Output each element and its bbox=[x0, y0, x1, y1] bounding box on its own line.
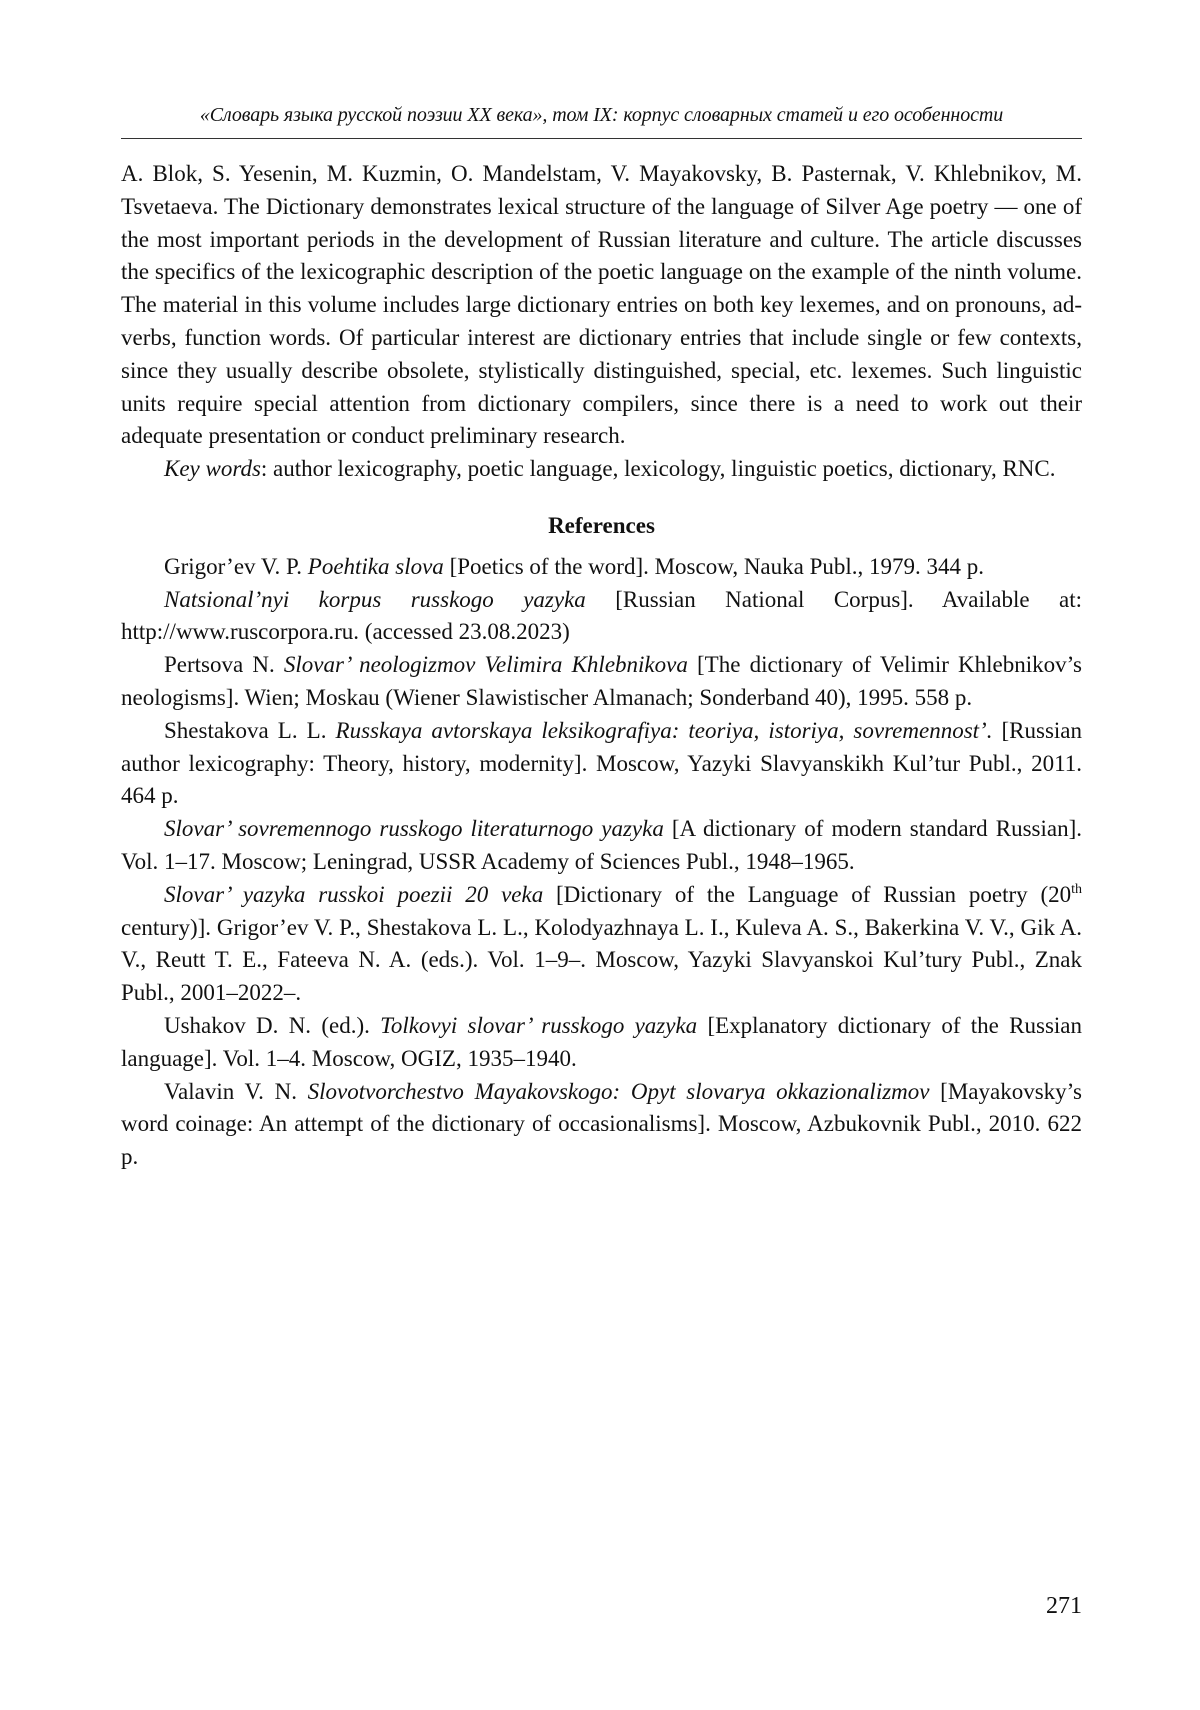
reference-title: Russkaya avtorskaya leksikografiya: teoriya, istoriya, sovremennost’. bbox=[335, 717, 993, 743]
abstract-paragraph: A. Blok, S. Yesenin, M. Kuzmin, O. Mandelstam, V. Mayakovsky, B. Pasternak, V. Khlebnikov, M. Tsvetaeva. The Dictionary demonstrates lexical structure of the language of Silver Age poetry — one of the most important periods in the development of Russian literature and culture. The article discusses the specifics of the lexicographic description of the poetic language on the example of the ninth volume. The material in this volume includes large dictionary entries on both key lexemes, and on pronouns, adverbs, function words. Of particular interest are dictionary entries that include single or few contexts, since they usually describe obsolete, stylistically distinguished, special, etc. lexemes. Such linguistic units require special attention from dictionary compilers, since there is a need to work out their adequate presentation or conduct preliminary research. bbox=[121, 161, 1082, 449]
reference-item: Natsional’nyi korpus russkogo yazyka [Russian National Corpus]. Available at: http://www.ruscorpora.ru. (accessed 23.08.2023) bbox=[121, 586, 1082, 645]
page-body bbox=[121, 158, 1082, 1174]
keywords-label: Key words bbox=[164, 456, 261, 482]
reference-title: Slovar’ neologizmov Velimira Khlebnikova bbox=[283, 652, 688, 678]
reference-title: Poehtika slova bbox=[307, 553, 444, 579]
keywords-list: : author lexicography, poetic language, lexicology, linguistic poetics, dictionary, RNC. bbox=[260, 456, 1056, 482]
reference-title: Slovotvorchestvo Mayakovskogo: Opyt slovarya okkazionalizmov bbox=[307, 1078, 930, 1104]
reference-item: Valavin V. N. Slovotvorchestvo Mayakovskogo: Opyt slovarya okkazionalizmov [Mayakovsky’s word coinage: An attempt of the dictionary of occasionalisms]. Moscow, Azbukovnik Publ., 2010. 622 p. bbox=[121, 1078, 1082, 1170]
reference-title: Slovar’ sovremennogo russkogo literaturnogo yazyka bbox=[164, 816, 664, 842]
reference-item: Ushakov D. N. (ed.). Tolkovyi slovar’ russkogo yazyka [Explanatory dictionary of the Russian language]. Vol. 1–4. Moscow, OGIZ, 1935–1940. bbox=[121, 1012, 1082, 1071]
running-header bbox=[121, 98, 1082, 139]
reference-item: Pertsova N. Slovar’ neologizmov Velimira Khlebnikova [The dictionary of Velimir Khlebnikov’s neologisms]. Wien; Moskau (Wiener Slawistischer Almanach; Sonderband 40), 1995. 558 p. bbox=[121, 652, 1082, 710]
reference-title: Natsional’nyi korpus russkogo yazyka bbox=[164, 586, 586, 612]
references-heading: References bbox=[548, 512, 655, 538]
keywords-paragraph bbox=[121, 453, 1082, 486]
reference-title: Slovar’ yazyka russkoi poezii 20 veka bbox=[164, 881, 544, 907]
running-title: «Словарь языка русской поэзии XX века», том IX: корпус словарных статей и его особенности bbox=[199, 104, 1004, 126]
reference-item: Slovar’ yazyka russkoi poezii 20 veka [Dictionary of the Language of Russian poetry (20th century)]. Grigor’ev V. P., Shestakova L. L., Kolodyazhnaya L. I., Kuleva A. S., Bakerkina V. V., Gik A. V., Reutt T. E., Fateeva N. A. (eds.). Vol. 1–9–. Moscow, Yazyki Slavyanskoi Kul’tury Publ., Znak Publ., 2001–2022–. bbox=[121, 881, 1082, 1006]
reference-item: Shestakova L. L. Russkaya avtorskaya leksikografiya: teoriya, istoriya, sovremennost’. [Russian author lexicography: Theory, history, modernity]. Moscow, Yazyki Slavyanskikh Kul’tur Publ., 2011. 464 p. bbox=[121, 717, 1083, 809]
reference-item: Grigor’ev V. P. Poehtika slova [Poetics of the word]. Moscow, Nauka Publ., 1979. 344 p. bbox=[164, 553, 985, 579]
page-number: 271 bbox=[1046, 1593, 1082, 1619]
reference-item: Slovar’ sovremennogo russkogo literaturnogo yazyka [A dictionary of modern standard Russian]. Vol. 1–17. Moscow; Leningrad, USSR Academy of Sciences Publ., 1948–1965. bbox=[121, 816, 1082, 874]
reference-title: Tolkovyi slovar’ russkogo yazyka bbox=[380, 1012, 698, 1038]
superscript: th bbox=[1071, 881, 1082, 897]
